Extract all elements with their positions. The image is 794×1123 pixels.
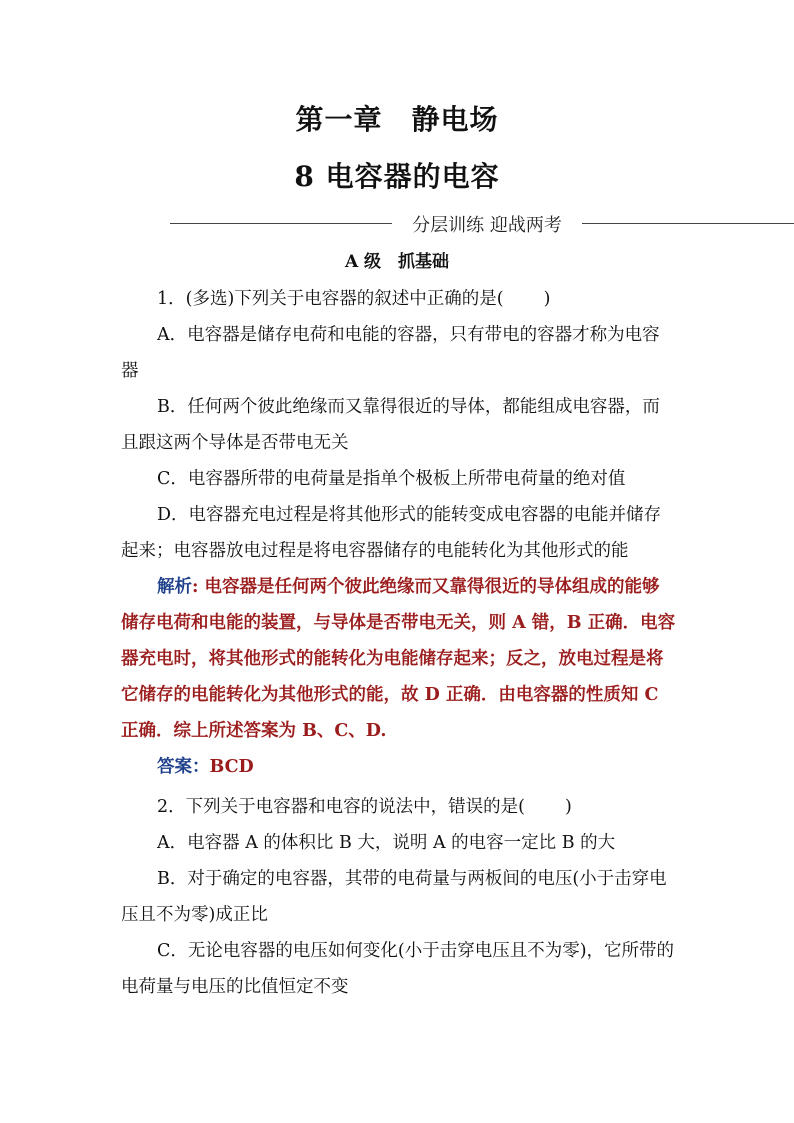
answer-label: 答案： (157, 757, 210, 777)
chapter-title: 第一章 静电场 (295, 103, 499, 136)
question-1-stem-text: 1．(多选)下列关于电容器的叙述中正确的是( (157, 289, 504, 309)
banner-rule-right (582, 223, 794, 224)
question-1-stem-close: ) (543, 289, 551, 309)
question-2-stem-text: 2．下列关于电容器和电容的说法中，错误的是( (157, 797, 525, 817)
question-2-option-a: A．电容器 A 的体积比 B 大，说明 A 的电容一定比 B 的大 (157, 833, 616, 853)
question-2-option-c: C．无论电容器的电压如何变化(小于击穿电压且不为零)，它所带的电荷量与电压的比值恒定不变 (121, 941, 675, 997)
training-banner (170, 208, 794, 238)
question-1-stem (121, 281, 677, 317)
question-2-stem (121, 789, 677, 825)
question-1-analysis (121, 569, 677, 749)
banner-rule-left (170, 223, 392, 224)
answer-value: BCD (209, 757, 254, 777)
banner-text: 分层训练 迎战两考 (412, 215, 562, 236)
question-2-stem-close: ) (564, 797, 572, 817)
analysis-text: : 电容器是任何两个彼此绝缘而又靠得很近的导体组成的能够储存电荷和电能的装置，与导体是否带电无关，则 A 错，B 正确．电容器充电时，将其他形式的能转化为电能储存起来；反之，放电过程是将它储存的电能转化为其他形式的能，故 D 正确．由电容器的性质知 C 正确．综上所述答案为 B、C、D. (121, 577, 676, 741)
question-1-option-c: C．电容器所带的电荷量是指单个极板上所带电荷量的绝对值 (157, 469, 626, 489)
question-1-option-b: B．任何两个彼此绝缘而又靠得很近的导体，都能组成电容器，而且跟这两个导体是否带电无关 (121, 397, 660, 453)
level-heading: A 级 抓基础 (344, 252, 450, 272)
section-title: 8 电容器的电容 (294, 160, 500, 193)
question-1-option-d: D．电容器充电过程是将其他形式的能转变成电容器的电能并储存起来；电容器放电过程是将电容器储存的电能转化为其他形式的能 (121, 505, 662, 561)
question-1-answer (121, 749, 677, 785)
analysis-label: 解析 (157, 577, 192, 597)
question-2-option-b: B．对于确定的电容器，其带的电荷量与两板间的电压(小于击穿电压且不为零)成正比 (121, 869, 667, 925)
question-1-option-a: A．电容器是储存电荷和电能的容器，只有带电的容器才称为电容器 (121, 325, 660, 381)
